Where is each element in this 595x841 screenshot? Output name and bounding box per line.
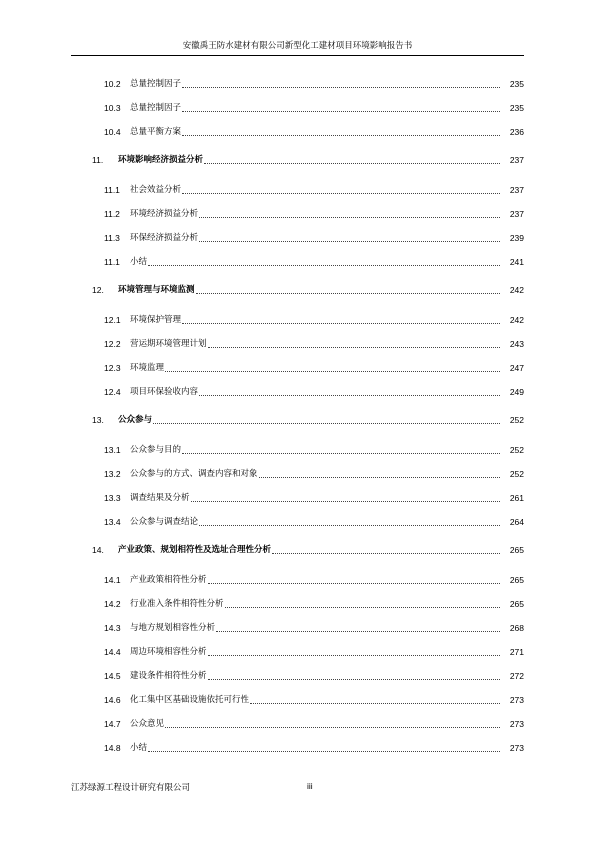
toc-entry-page: 242 (509, 285, 524, 295)
toc-entry-page: 273 (509, 743, 524, 753)
toc-entry-number: 11.3 (104, 233, 120, 243)
toc-entry-page: 271 (509, 647, 524, 657)
dot-leader (165, 726, 500, 728)
toc-entry[interactable] (0, 668, 595, 682)
toc-entry-title: 项目环保验收内容 (130, 387, 199, 397)
toc-entry-page: 252 (509, 415, 524, 425)
toc-entry-title: 化工集中区基础设施依托可行性 (130, 695, 250, 705)
dot-leader (259, 476, 500, 478)
toc-entry-page: 242 (509, 315, 524, 325)
dot-leader (208, 678, 500, 680)
toc-entry-page: 237 (509, 185, 524, 195)
toc-entry-number: 11. (92, 155, 104, 165)
toc-entry-title: 环保经济损益分析 (130, 233, 199, 243)
dot-leader (204, 162, 500, 164)
toc-entry-page: 252 (509, 445, 524, 455)
toc-entry-page: 273 (509, 695, 524, 705)
dot-leader (182, 86, 500, 88)
toc-entry[interactable] (0, 124, 595, 138)
toc-entry-title: 环境管理与环境监测 (118, 285, 195, 295)
toc-entry-number: 11.1 (104, 185, 120, 195)
toc-entry-page: 235 (509, 103, 524, 113)
toc-entry[interactable] (0, 152, 595, 166)
toc-entry[interactable] (0, 100, 595, 114)
dot-leader (165, 370, 500, 372)
toc-entry-number: 14.1 (104, 575, 121, 585)
toc-entry[interactable] (0, 572, 595, 586)
toc-entry-title: 产业政策相符性分析 (130, 575, 207, 585)
toc-entry-number: 10.3 (104, 103, 121, 113)
toc-entry-title: 公众参与的方式、调查内容和对象 (130, 469, 258, 479)
toc-entry-page: 273 (509, 719, 524, 729)
toc-entry[interactable] (0, 206, 595, 220)
toc-entry-page: 237 (509, 155, 524, 165)
toc-entry[interactable] (0, 282, 595, 296)
toc-entry[interactable] (0, 740, 595, 754)
toc-entry[interactable] (0, 466, 595, 480)
dot-leader (199, 394, 500, 396)
dot-leader (199, 216, 500, 218)
toc-entry[interactable] (0, 254, 595, 268)
toc-entry-page: 249 (509, 387, 524, 397)
toc-entry-number: 13.1 (104, 445, 121, 455)
toc-entry-title: 建设条件相符性分析 (130, 671, 207, 681)
toc-entry-page: 268 (509, 623, 524, 633)
toc-entry[interactable] (0, 336, 595, 350)
toc-entry-page: 265 (509, 545, 524, 555)
dot-leader (153, 422, 500, 424)
toc-entry-title: 环境经济损益分析 (130, 209, 199, 219)
toc-entry[interactable] (0, 182, 595, 196)
dot-leader (148, 264, 500, 266)
dot-leader (182, 322, 500, 324)
dot-leader (182, 452, 500, 454)
dot-leader (182, 110, 500, 112)
toc-entry-page: 243 (509, 339, 524, 349)
dot-leader (225, 606, 500, 608)
toc-entry-number: 12.3 (104, 363, 121, 373)
dot-leader (250, 702, 500, 704)
toc-entry[interactable] (0, 412, 595, 426)
toc-entry[interactable] (0, 620, 595, 634)
page-header (71, 40, 524, 56)
dot-leader (208, 654, 500, 656)
dot-leader (148, 750, 500, 752)
toc-entry-title: 小结 (130, 257, 148, 267)
toc-entry-page: 272 (509, 671, 524, 681)
toc-entry-title: 行业准入条件相符性分析 (130, 599, 224, 609)
toc-entry[interactable] (0, 692, 595, 706)
toc-entry-number: 13. (92, 415, 104, 425)
document-title: 安徽禹王防水建材有限公司新型化工建材项目环境影响报告书 (182, 41, 413, 51)
toc-entry[interactable] (0, 644, 595, 658)
toc-entry-title: 总量控制因子 (130, 79, 182, 89)
toc-entry-page: 252 (509, 469, 524, 479)
toc-entry-number: 11.1 (104, 257, 120, 267)
toc-entry-number: 14.4 (104, 647, 121, 657)
toc-entry-number: 10.2 (104, 79, 121, 89)
dot-leader (199, 240, 500, 242)
toc-entry-title: 与地方规划相容性分析 (130, 623, 216, 633)
dot-leader (196, 292, 500, 294)
toc-entry-number: 13.3 (104, 493, 121, 503)
footer-company: 江苏绿源工程设计研究有限公司 (71, 783, 191, 793)
toc-entry-page: 247 (509, 363, 524, 373)
dot-leader (208, 582, 500, 584)
toc-entry-title: 调查结果及分析 (130, 493, 190, 503)
dot-leader (208, 346, 500, 348)
toc-entry-number: 13.2 (104, 469, 121, 479)
toc-entry-title: 环境监理 (130, 363, 165, 373)
toc-entry[interactable] (0, 360, 595, 374)
toc-entry[interactable] (0, 596, 595, 610)
toc-entry[interactable] (0, 312, 595, 326)
footer-page-number: iii (307, 781, 313, 791)
toc-entry-title: 总量控制因子 (130, 103, 182, 113)
toc-entry-page: 237 (509, 209, 524, 219)
toc-entry-title: 社会效益分析 (130, 185, 182, 195)
toc-entry[interactable] (0, 542, 595, 556)
toc-entry-title: 环境影响经济损益分析 (118, 155, 204, 165)
toc-entry[interactable] (0, 76, 595, 90)
toc-entry-page: 241 (509, 257, 524, 267)
toc-entry[interactable] (0, 514, 595, 528)
toc-entry-number: 13.4 (104, 517, 121, 527)
toc-entry-number: 14.6 (104, 695, 121, 705)
dot-leader (199, 524, 500, 526)
toc-entry-number: 12. (92, 285, 104, 295)
toc-entry-title: 产业政策、规划相符性及选址合理性分析 (118, 545, 272, 555)
toc-entry-number: 14.3 (104, 623, 121, 633)
dot-leader (191, 500, 500, 502)
toc-entry-page: 265 (509, 575, 524, 585)
toc-entry-page: 264 (509, 517, 524, 527)
toc-entry[interactable] (0, 716, 595, 730)
dot-leader (216, 630, 500, 632)
toc-entry[interactable] (0, 230, 595, 244)
toc-entry-number: 14. (92, 545, 104, 555)
toc-entry-number: 12.4 (104, 387, 121, 397)
toc-entry-title: 周边环境相容性分析 (130, 647, 207, 657)
toc-entry-number: 14.2 (104, 599, 121, 609)
toc-entry[interactable] (0, 442, 595, 456)
dot-leader (182, 134, 500, 136)
toc-entry-title: 公众意见 (130, 719, 165, 729)
toc-entry-page: 236 (509, 127, 524, 137)
dot-leader (272, 552, 500, 554)
toc-entry-title: 环境保护管理 (130, 315, 182, 325)
toc-entry-number: 12.2 (104, 339, 121, 349)
toc-entry-number: 11.2 (104, 209, 120, 219)
toc-entry-number: 14.8 (104, 743, 121, 753)
toc-entry-title: 公众参与调查结论 (130, 517, 199, 527)
toc-entry-page: 239 (509, 233, 524, 243)
toc-entry-number: 12.1 (104, 315, 121, 325)
toc-entry-number: 14.5 (104, 671, 121, 681)
toc-entry-number: 10.4 (104, 127, 121, 137)
toc-entry-number: 14.7 (104, 719, 121, 729)
toc-entry-page: 235 (509, 79, 524, 89)
toc-entry-page: 265 (509, 599, 524, 609)
toc-entry-title: 总量平衡方案 (130, 127, 182, 137)
toc-entry-title: 小结 (130, 743, 148, 753)
toc-entry-title: 公众参与 (118, 415, 153, 425)
dot-leader (182, 192, 500, 194)
toc-entry[interactable] (0, 384, 595, 398)
toc-entry-title: 营运期环境管理计划 (130, 339, 207, 349)
toc-entry[interactable] (0, 490, 595, 504)
toc-entry-page: 261 (509, 493, 524, 503)
toc-entry-title: 公众参与目的 (130, 445, 182, 455)
